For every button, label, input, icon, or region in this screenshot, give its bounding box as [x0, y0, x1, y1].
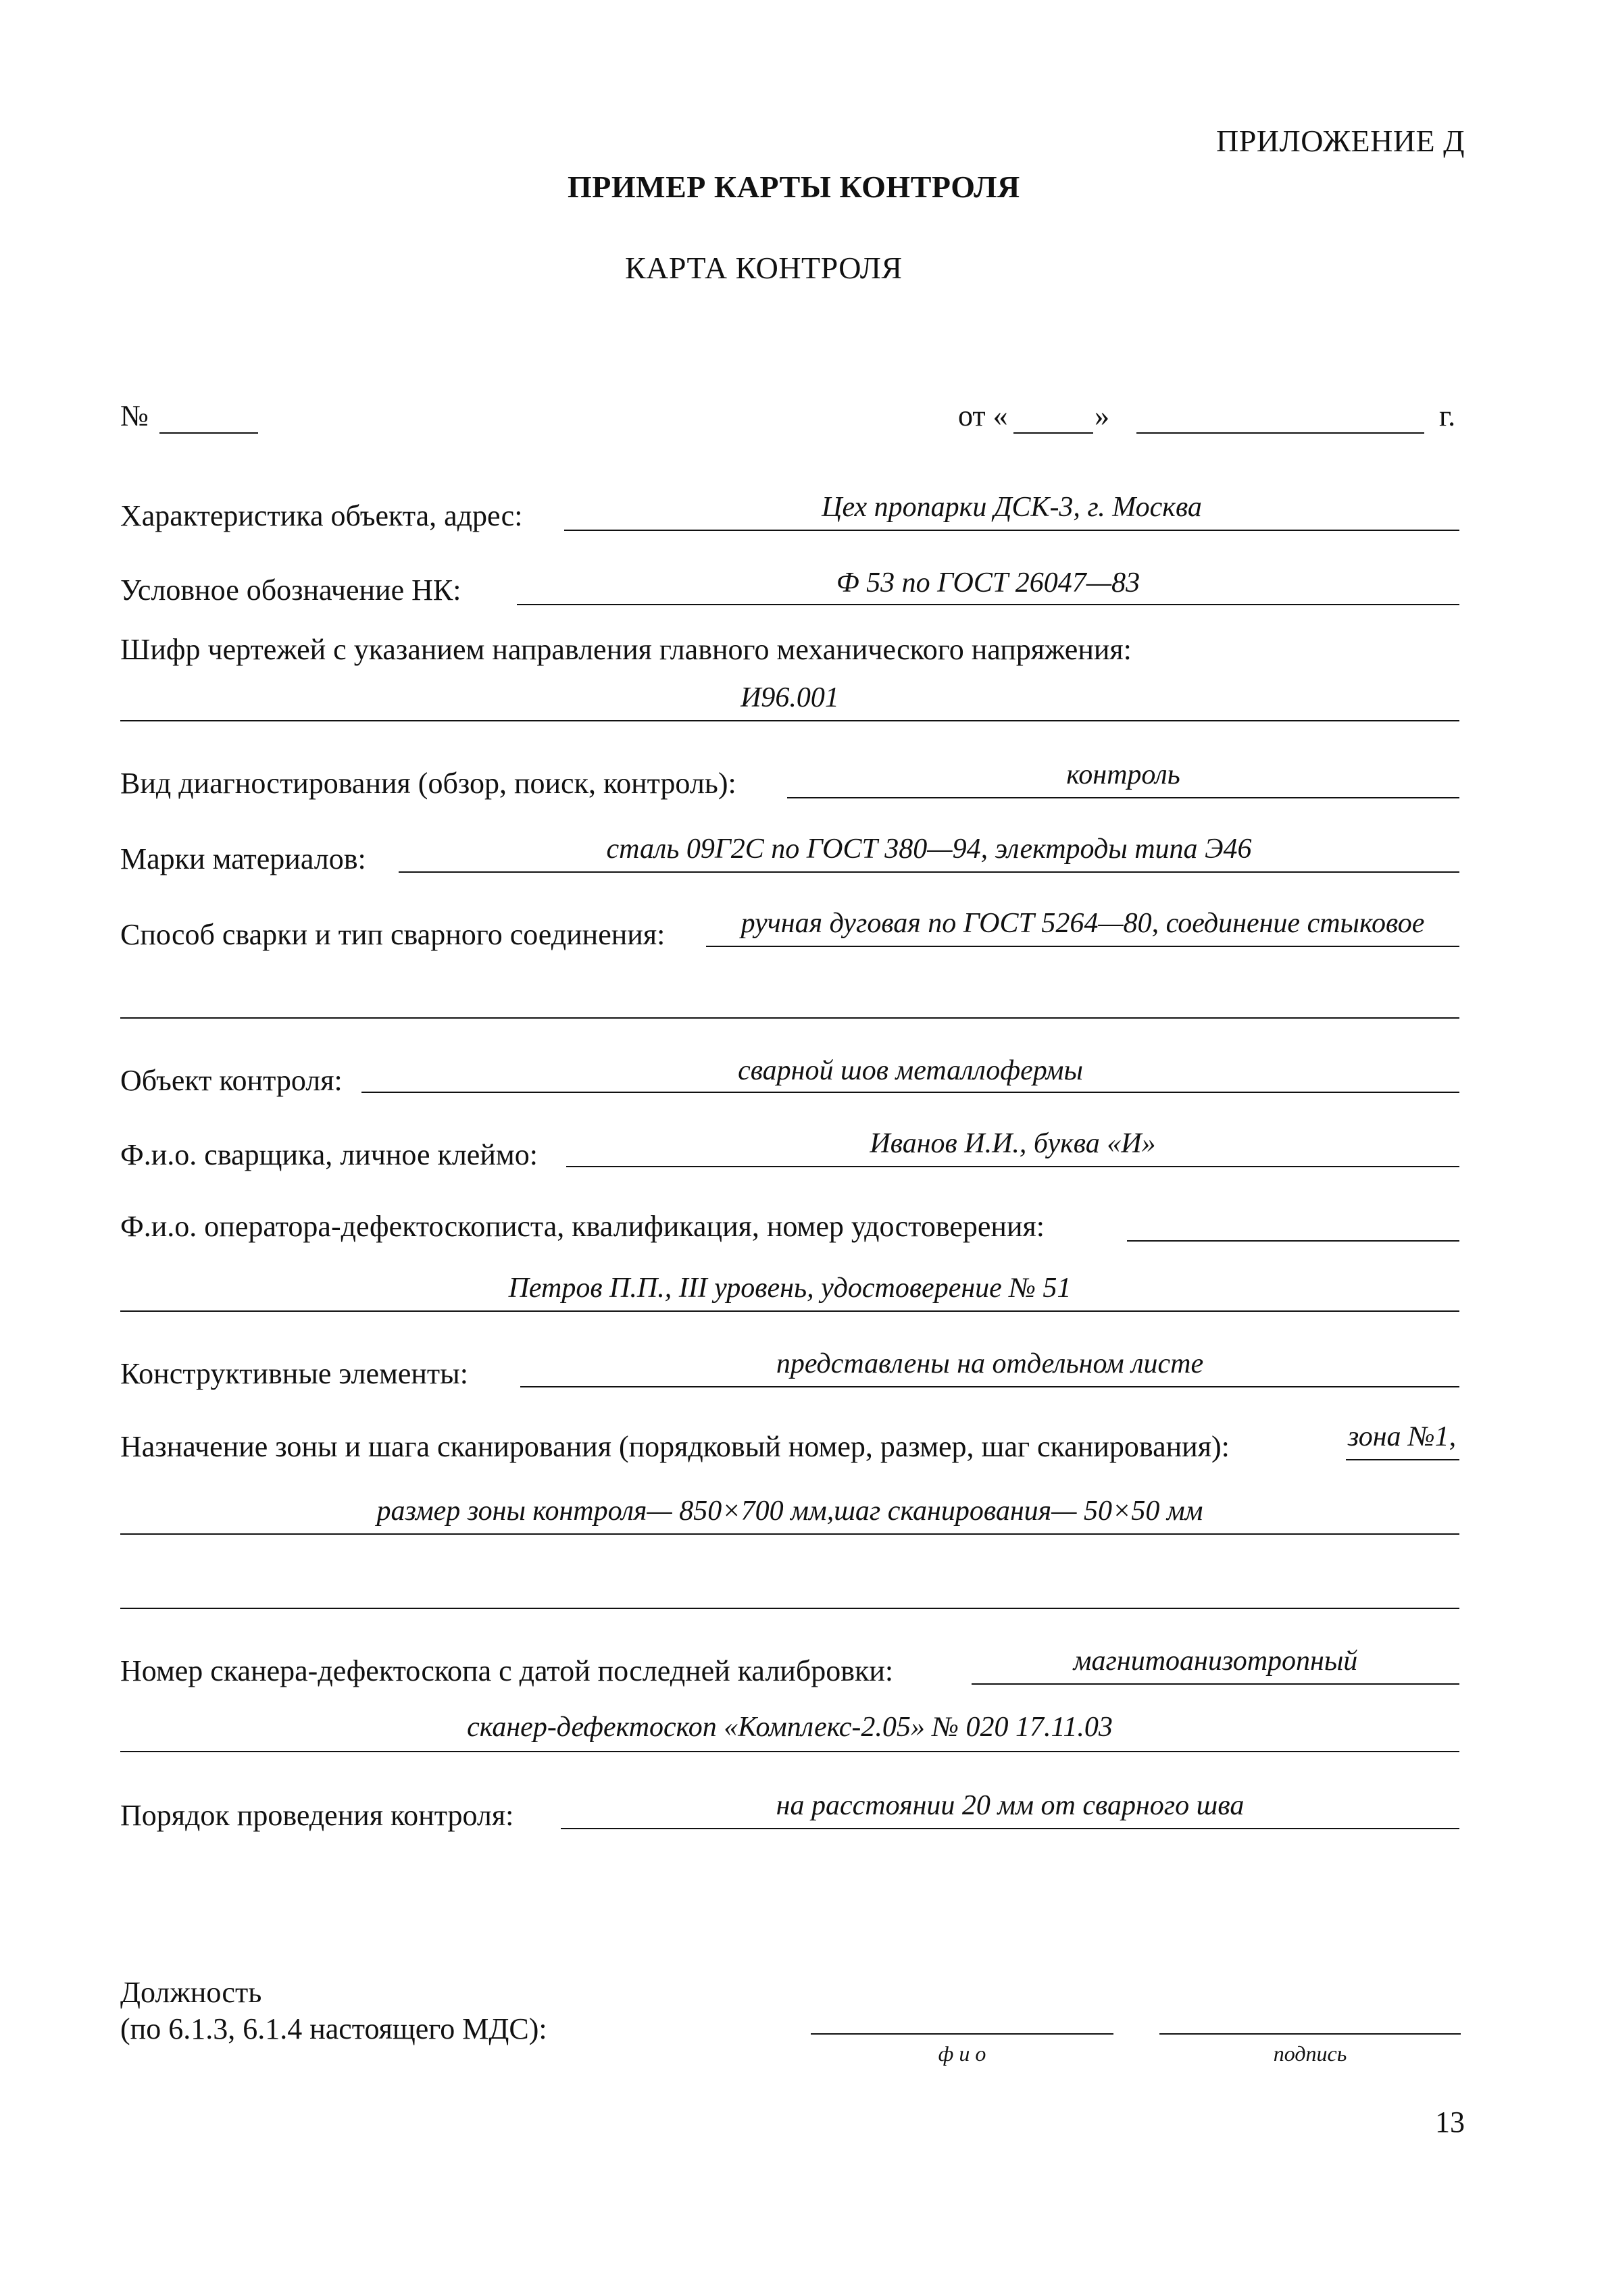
year-suffix: г.	[1439, 399, 1456, 432]
object-value: Цех пропарки ДСК-3, г. Москва	[822, 492, 1202, 523]
position-note: (по 6.1.3, 6.1.4 настоящего МДС):	[120, 2012, 547, 2045]
object-label: Характеристика объекта, адрес:	[120, 499, 523, 532]
number-label: №	[120, 399, 149, 432]
operator-label: Ф.и.о. оператора-дефектоскописта, квалификация, номер удостоверения:	[120, 1210, 1045, 1243]
page-number: 13	[1435, 2106, 1465, 2139]
materials-value: сталь 09Г2С по ГОСТ 380—94, электроды типа Э46	[606, 834, 1252, 865]
scanner-label: Номер сканера-дефектоскопа с датой последней калибровки:	[120, 1654, 894, 1687]
drawings-label: Шифр чертежей с указанием направления главного механического напряжения:	[120, 633, 1132, 666]
position-label: Должность	[120, 1976, 262, 2009]
materials-label: Марки материалов:	[120, 842, 366, 875]
structural-label: Конструктивные элементы:	[120, 1357, 468, 1390]
nk-symbol-value: Ф 53 по ГОСТ 26047—83	[836, 567, 1140, 598]
welder-label: Ф.и.о. сварщика, личное клеймо:	[120, 1138, 538, 1171]
date-mid-quote: »	[1095, 399, 1109, 432]
zones-extra-line[interactable]	[120, 1608, 1459, 1609]
zones-label: Назначение зоны и шага сканирования (порядковый номер, размер, шаг сканирования):	[120, 1430, 1230, 1463]
scanner-value-2: сканер-дефектоскоп «Комплекс-2.05» № 020 17.11.03	[467, 1712, 1113, 1743]
signature-caption: подпись	[1273, 2041, 1347, 2066]
diagnostics-value: контроль	[1066, 759, 1180, 790]
zones-value-1: зона №1,	[1347, 1421, 1457, 1452]
appendix-label: ПРИЛОЖЕНИЕ Д	[1216, 124, 1465, 158]
control-object-label: Объект контроля:	[120, 1064, 343, 1097]
welding-extra-line[interactable]	[120, 1017, 1459, 1019]
materials-field-line[interactable]	[399, 871, 1459, 873]
welding-field-line[interactable]	[706, 946, 1459, 947]
number-field[interactable]	[159, 432, 258, 434]
diagnostics-field-line[interactable]	[787, 797, 1459, 798]
zones-field-line-2[interactable]	[120, 1533, 1459, 1535]
nk-symbol-field-line[interactable]	[517, 604, 1459, 605]
zones-value-2: размер зоны контроля— 850×700 мм,шаг сканирования— 50×50 мм	[376, 1496, 1203, 1527]
signature-field-line[interactable]	[1159, 2033, 1461, 2035]
object-field-line[interactable]	[564, 530, 1459, 531]
page-title: ПРИМЕР КАРТЫ КОНТРОЛЯ	[568, 170, 1020, 204]
drawings-field-line[interactable]	[120, 720, 1459, 721]
procedure-value: на расстоянии 20 мм от сварного шва	[776, 1790, 1245, 1821]
fio-field-line[interactable]	[811, 2033, 1113, 2035]
nk-symbol-label: Условное обозначение НК:	[120, 573, 461, 607]
welder-field-line[interactable]	[566, 1166, 1459, 1167]
welding-value: ручная дуговая по ГОСТ 5264—80, соединение стыковое	[741, 908, 1425, 939]
drawings-value: И96.001	[741, 682, 839, 713]
structural-value: представлены на отдельном листе	[776, 1348, 1204, 1379]
operator-field-line-2[interactable]	[120, 1310, 1459, 1312]
scanner-field-line-1[interactable]	[972, 1683, 1459, 1685]
date-month-field[interactable]	[1136, 432, 1424, 434]
control-object-value: сварной шов металлофермы	[738, 1055, 1083, 1086]
scanner-value-1: магнитоанизотропный	[1073, 1646, 1358, 1677]
welder-value: Иванов И.И., буква «И»	[870, 1128, 1156, 1159]
card-subtitle: КАРТА КОНТРОЛЯ	[625, 251, 903, 285]
operator-value: Петров П.П., III уровень, удостоверение № 51	[508, 1273, 1072, 1304]
diagnostics-label: Вид диагностирования (обзор, поиск, контроль):	[120, 767, 736, 800]
date-day-field[interactable]	[1013, 432, 1093, 434]
structural-field-line[interactable]	[520, 1386, 1459, 1387]
operator-field-line-1[interactable]	[1127, 1240, 1459, 1242]
welding-label: Способ сварки и тип сварного соединения:	[120, 918, 666, 951]
control-object-field-line[interactable]	[361, 1092, 1459, 1093]
scanner-field-line-2[interactable]	[120, 1751, 1459, 1752]
zones-field-line-1[interactable]	[1346, 1459, 1459, 1460]
procedure-field-line[interactable]	[561, 1828, 1459, 1829]
date-from-label: от «	[958, 399, 1008, 432]
procedure-label: Порядок проведения контроля:	[120, 1799, 514, 1832]
fio-caption: ф и о	[938, 2041, 986, 2066]
